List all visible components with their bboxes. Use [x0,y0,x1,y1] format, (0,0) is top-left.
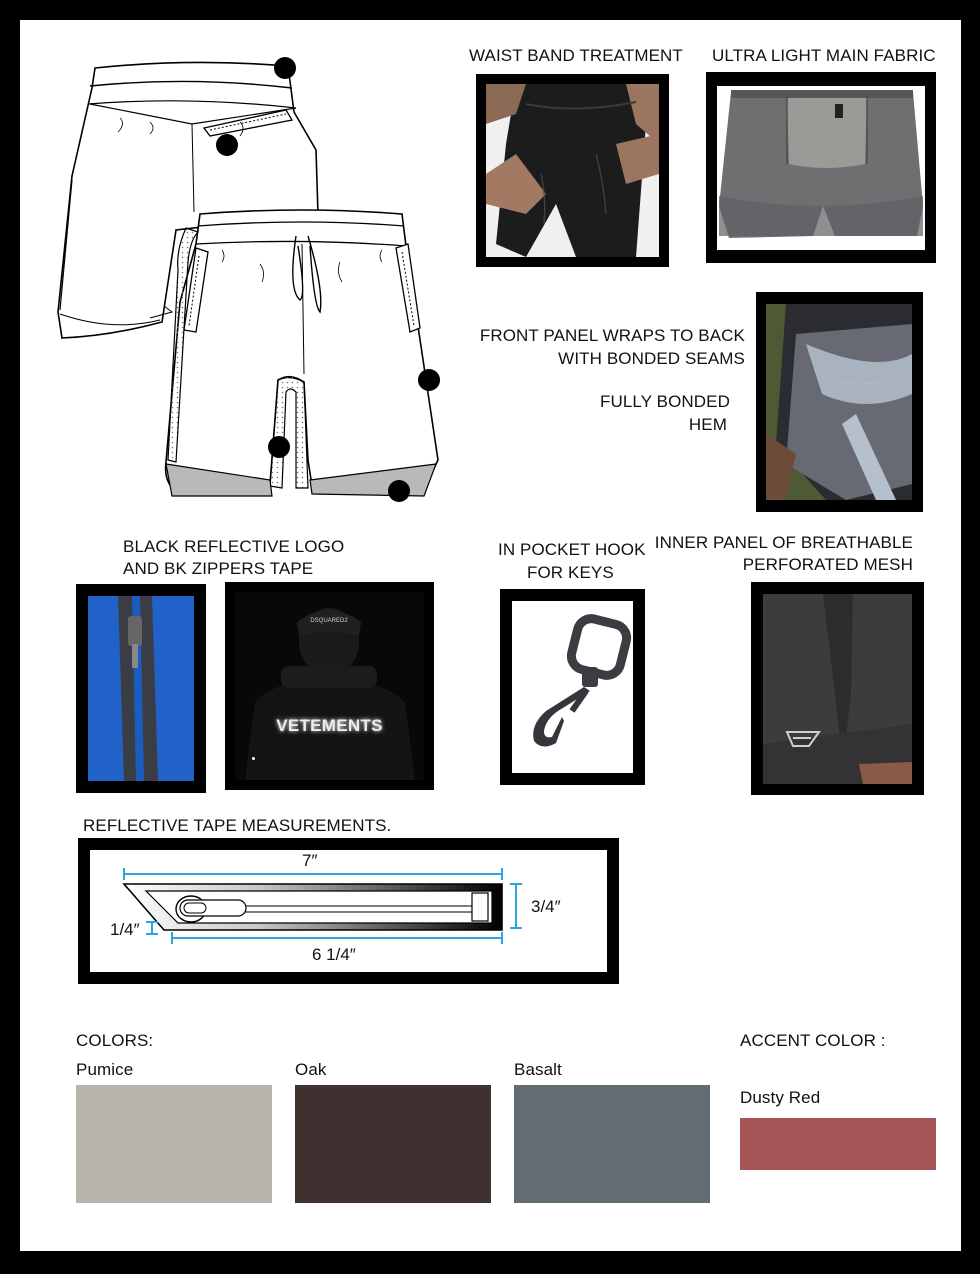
dim-inset: 1/4″ [110,920,140,939]
swatch-dusty-red [740,1118,936,1170]
swatch-name-dusty-red: Dusty Red [740,1088,821,1107]
front-panel-label-1: FRONT PANEL WRAPS TO BACK [479,326,745,345]
mesh-label-1: INNER PANEL OF BREATHABLE [654,533,913,552]
swatch-name-pumice: Pumice [76,1060,134,1079]
callout-marker [216,134,238,156]
callout-marker [268,436,290,458]
inner-mesh-photo [751,582,924,795]
waistband-photo [476,74,669,267]
front-panel-label-2: WITH BONDED SEAMS [558,349,745,368]
shorts-flat-sketch [50,55,450,505]
swatch-name-basalt: Basalt [514,1060,562,1079]
callout-marker [274,57,296,79]
main-fabric-photo [706,72,936,263]
logo-label-2: AND BK ZIPPERS TAPE [123,559,314,578]
hem-label-1: FULLY BONDED [600,392,730,411]
accent-heading: ACCENT COLOR : [740,1031,886,1050]
logo-label-1: BLACK REFLECTIVE LOGO [123,537,345,556]
front-panel-photo [756,292,923,512]
dim-overall-length: 7″ [302,851,318,870]
colors-heading: COLORS: [76,1031,154,1050]
reflective-print-text: VETEMENTS [276,716,383,735]
main-fabric-label: ULTRA LIGHT MAIN FABRIC [712,46,936,65]
tape-title: REFLECTIVE TAPE MEASUREMENTS. [83,816,392,835]
swatch-name-oak: Oak [295,1060,327,1079]
swatch-pumice [76,1085,272,1203]
reflective-logo-photo [225,582,434,790]
svg-text:DSQUARED2: DSQUARED2 [310,618,348,624]
hook-label-1: IN POCKET HOOK [498,540,646,559]
dim-height: 3/4″ [531,897,561,916]
tape-diagram-frame [78,838,619,984]
key-hook-photo [500,589,645,785]
callout-marker [418,369,440,391]
hem-label-2: HEM [688,415,727,434]
hook-label-2: FOR KEYS [527,563,614,582]
swatch-oak [295,1085,491,1203]
mesh-label-2: PERFORATED MESH [742,555,913,574]
callout-marker [388,480,410,502]
swatch-basalt [514,1085,710,1203]
zipper-tape-photo [76,584,206,793]
waistband-label: WAIST BAND TREATMENT [469,46,683,65]
dim-inner-length: 6 1/4″ [312,945,356,964]
